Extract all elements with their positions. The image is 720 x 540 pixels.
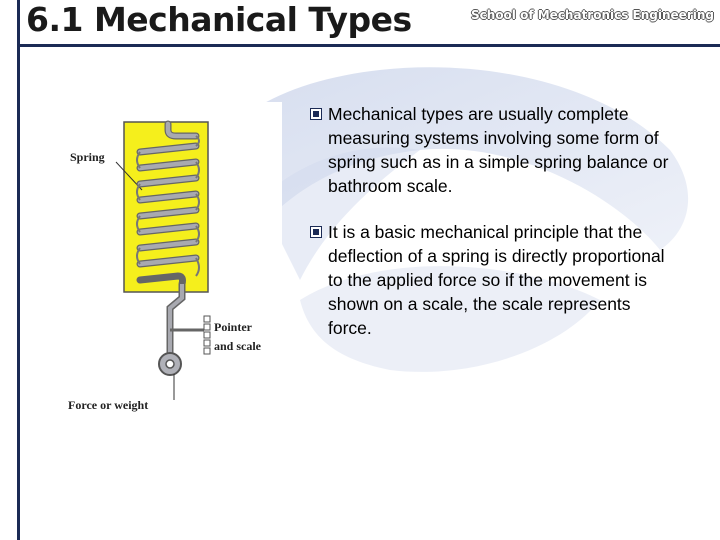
slide-title: 6.1 Mechanical Types (26, 0, 412, 39)
force-label: Force or weight (68, 398, 149, 412)
spring-balance-figure (58, 102, 282, 420)
bullet-item (310, 102, 670, 198)
title-underline-rule (17, 44, 720, 47)
scale-ticks (204, 316, 210, 354)
bullet-text: It is a basic mechanical principle that the deflection of a spring is directly proportional to the applied force so if the movement is shown on a scale, the scale represents force. (328, 222, 665, 338)
bullet-text: Mechanical types are usually complete measuring systems involving some form of spring such as in a simple spring balance or bathroom scale. (328, 104, 669, 196)
checkbox-bullet-icon (310, 226, 322, 238)
pointer-label: Pointer (214, 320, 252, 334)
bullet-list (310, 102, 670, 362)
bullet-item (310, 220, 670, 340)
spring-label: Spring (70, 150, 105, 164)
school-name-header: School of Mechatronics Engineering (471, 8, 714, 22)
checkbox-bullet-icon (310, 108, 322, 120)
left-vertical-rule (17, 0, 20, 540)
scale-label: and scale (214, 339, 262, 353)
